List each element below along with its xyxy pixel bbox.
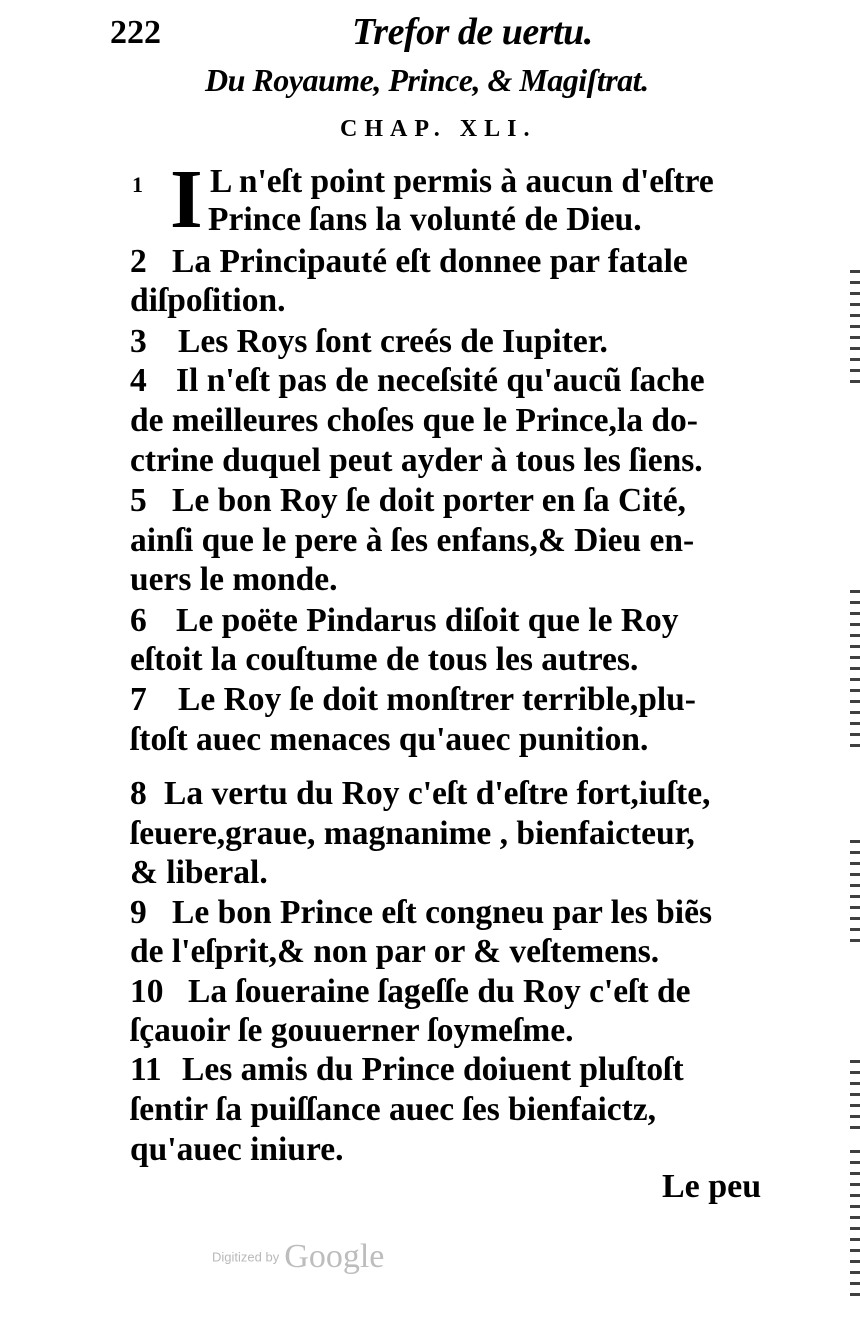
- line-text: ainſi que le pere à ſes enfans,& Dieu en-: [130, 522, 695, 559]
- line-text: eſtoit la couſtume de tous les autres.: [130, 641, 639, 678]
- scan-edge-mark: [850, 1060, 860, 1130]
- line-text: ctrine duquel peut ayder à tous les ſiens.: [130, 442, 703, 479]
- item-number: 8: [130, 775, 147, 812]
- text-line: [130, 281, 285, 321]
- running-title: Trefor de uertu.: [352, 11, 593, 53]
- text-line: [130, 521, 694, 561]
- line-text: ſentir ſa puiſſance auec ſes bienfaictz,: [130, 1091, 657, 1128]
- text-line: [130, 640, 638, 680]
- chapter-heading: CHAP. XLI.: [340, 116, 537, 142]
- line-text: Les Roys ſont creés de Iupiter.: [178, 323, 608, 360]
- item-number: 11: [130, 1051, 162, 1088]
- item-number: 9: [130, 894, 147, 931]
- text-line: [130, 1090, 656, 1130]
- line-text: de l'eſprit,& non par or & veſtemens.: [130, 933, 660, 970]
- text-line: [208, 200, 642, 240]
- item-number: 7: [130, 681, 147, 718]
- line-text: ſçauoir ſe gouuerner ſoymeſme.: [130, 1012, 574, 1049]
- line-text: La Principauté eſt donnee par fatale: [172, 243, 688, 280]
- text-line: [130, 720, 648, 760]
- text-line: [130, 481, 686, 521]
- line-text: Le bon Roy ſe doit porter en ſa Cité,: [172, 482, 686, 519]
- item-number: 1: [132, 172, 143, 197]
- text-line: [130, 814, 695, 854]
- text-line: [130, 361, 705, 401]
- line-text: ſtoſt auec menaces qu'auec punition.: [130, 721, 649, 758]
- line-text: Les amis du Prince doiuent pluſtoſt: [182, 1051, 684, 1088]
- text-line: [130, 853, 268, 893]
- line-text: L n'eſt point permis à aucun d'eſtre: [210, 163, 714, 200]
- digitized-by-watermark: [212, 1238, 384, 1276]
- scan-edge-mark: [850, 270, 860, 390]
- line-text: uers le monde.: [130, 561, 338, 598]
- text-line: [130, 1011, 573, 1051]
- line-text: qu'auec iniure.: [130, 1131, 344, 1168]
- text-line: [130, 1130, 343, 1170]
- text-line: [130, 972, 690, 1012]
- line-text: Il n'eſt pas de neceſsité qu'aucũ ſache: [176, 362, 705, 399]
- text-line: [130, 242, 688, 282]
- text-line: [132, 162, 714, 205]
- line-text: de meilleures choſes que le Prince,la do-: [130, 402, 698, 439]
- line-text: & liberal.: [130, 854, 268, 891]
- scan-edge-mark: [850, 590, 860, 750]
- text-line: [130, 680, 696, 720]
- line-text: Le bon Prince eſt congneu par les biẽs: [172, 894, 713, 931]
- text-line: [130, 560, 338, 600]
- item-number: 6: [130, 602, 147, 639]
- line-text: Prince ſans la volunté de Dieu.: [208, 201, 642, 238]
- item-number: 10: [130, 973, 164, 1010]
- scan-edge-mark: [850, 1150, 860, 1300]
- item-number: 3: [130, 323, 147, 360]
- item-number: 2: [130, 243, 147, 280]
- line-text: ſeuere,graue, magnanime , bienfaicteur,: [130, 815, 695, 852]
- line-text: diſpoſition.: [130, 282, 286, 319]
- page-number: 222: [110, 14, 161, 51]
- text-line: [130, 893, 712, 933]
- google-logo: Google: [284, 1238, 385, 1275]
- text-line: [130, 1050, 684, 1090]
- item-number: 5: [130, 482, 147, 519]
- line-text: La vertu du Roy c'eſt d'eſtre fort,iuſte,: [164, 775, 711, 812]
- line-text: Le Roy ſe doit monſtrer terrible,plu-: [178, 681, 696, 718]
- catchword: Le peu: [662, 1168, 762, 1205]
- scan-edge-mark: [850, 840, 860, 950]
- digitized-label: Digitized by: [212, 1249, 280, 1265]
- text-line: [130, 601, 679, 641]
- line-text: La ſoueraine ſageſſe du Roy c'eſt de: [188, 973, 691, 1010]
- section-title: Du Royaume, Prince, & Magiſtrat.: [205, 62, 649, 98]
- text-line: [130, 401, 698, 441]
- line-text: Le poëte Pindarus diſoit que le Roy: [176, 602, 679, 639]
- text-line: [130, 322, 608, 362]
- drop-cap: I: [170, 153, 203, 246]
- item-number: 4: [130, 362, 147, 399]
- text-line: [130, 774, 710, 814]
- text-line: [130, 932, 659, 972]
- text-line: [130, 441, 703, 481]
